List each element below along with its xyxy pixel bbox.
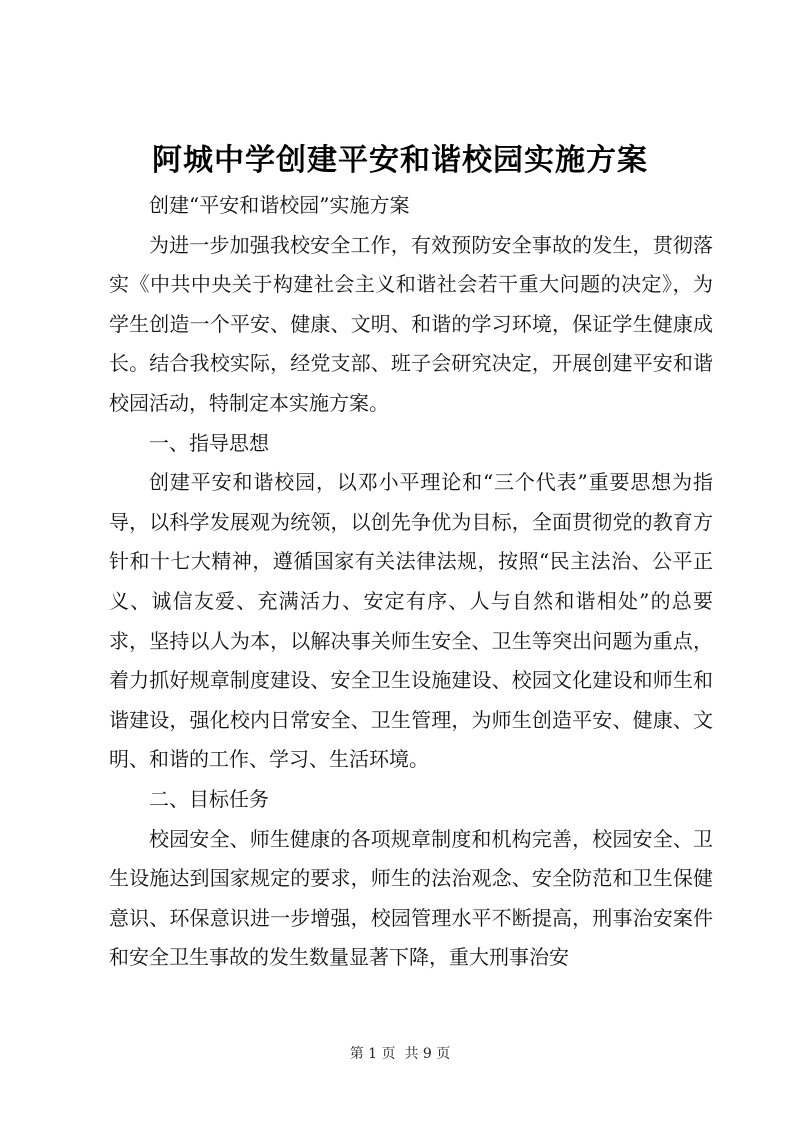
page-number-label: 第 1 页 共 9 页 (349, 1046, 451, 1062)
section-heading-goals: 二、目标任务 (149, 786, 269, 811)
subtitle-paragraph: 创建“平安和谐校园”实施方案 (149, 193, 410, 217)
document-title: 阿城中学创建平安和谐校园实施方案 (152, 143, 648, 178)
document-body (109, 186, 713, 978)
goals-paragraph: 校园安全、师生健康的各项规章制度和机构完善，校园安全、卫生设施达到国家规定的要求，师生的法治观念、安全防范和卫生保健意识、环保意识进一步增强，校园管理水平不断提高，刑事治安案件和安全卫生事故的发生数量显著下降，重大刑事治安 (109, 826, 713, 970)
intro-paragraph: 为进一步加强我校安全工作，有效预防安全事故的发生，贯彻落实《中共中央关于构建社会主义和谐社会若干重大问题的决定》，为学生创造一个平安、健康、文明、和谐的学习环境，保证学生健康成长。结合我校实际，经党支部、班子会研究决定，开展创建平安和谐校园活动，特制定本实施方案。 (109, 232, 713, 415)
section-heading-guiding-thought: 一、指导思想 (149, 430, 269, 455)
guiding-thought-paragraph: 创建平安和谐校园，以邓小平理论和“三个代表”重要思想为指导，以科学发展观为统领，以创先争优为目标，全面贯彻党的教育方针和十七大精神，遵循国家有关法律法规，按照“民主法治、公平正义、诚信友爱、充满活力、安定有序、人与自然和谐相处”的总要求，坚持以人为本，以解决事关师生安全、卫生等突出问题为重点，着力抓好规章制度建设、安全卫生设施建设、校园文化建设和师生和谐建设，强化校内日常安全、卫生管理，为师生创造平安、健康、文明、和谐的工作、学习、生活环境。 (109, 470, 713, 772)
page-footer (0, 1044, 800, 1064)
